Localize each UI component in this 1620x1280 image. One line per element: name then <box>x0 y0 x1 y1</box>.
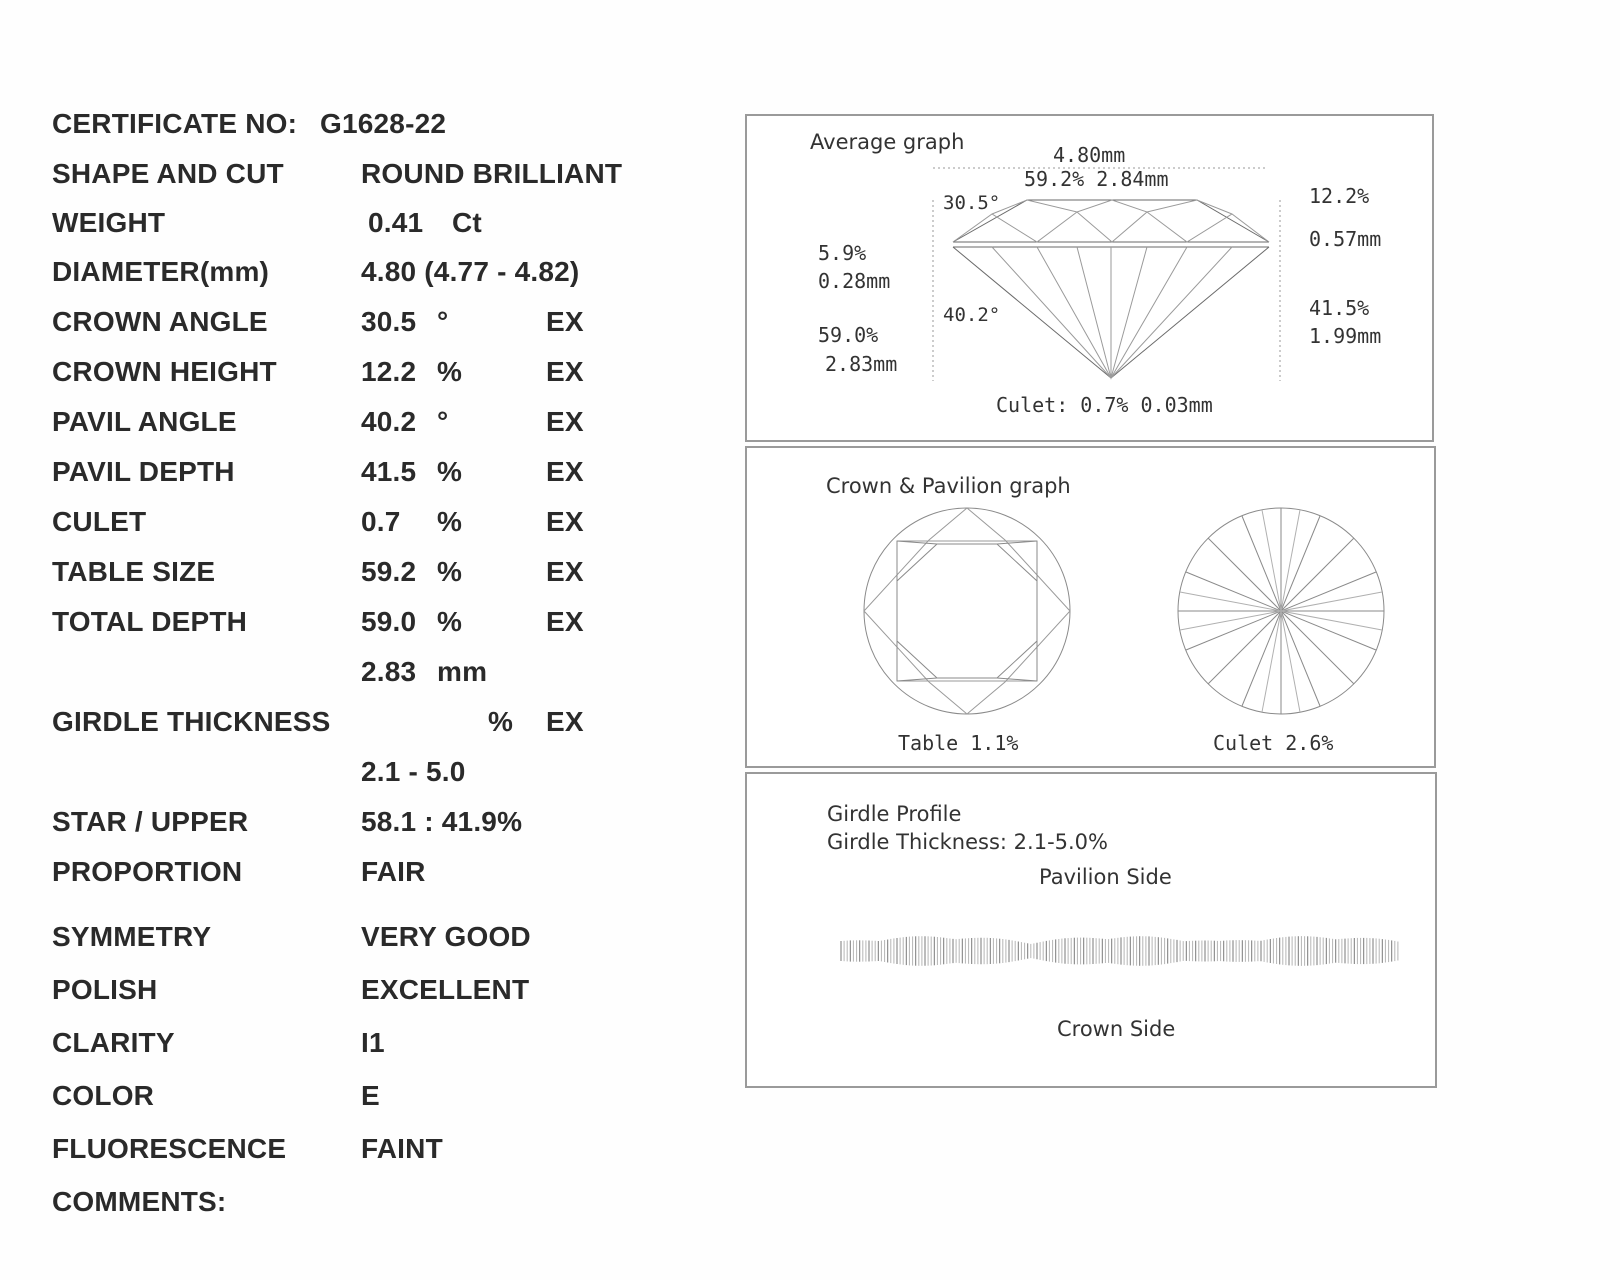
avg-crown-pct: 12.2% <box>1309 184 1370 208</box>
girdle-thickness-band <box>840 934 1402 968</box>
pavil-depth-row <box>0 456 700 496</box>
crown-angle-label: CROWN ANGLE <box>52 306 268 337</box>
average-graph-panel <box>745 114 1434 442</box>
avg-depth-mm: 2.83mm <box>825 352 898 376</box>
crown-angle-grade: EX <box>546 306 584 337</box>
crown-angle-row <box>0 306 700 346</box>
clarity-label: CLARITY <box>52 1027 175 1058</box>
certificate-label: CERTIFICATE NO: <box>52 108 298 139</box>
symmetry-row <box>0 921 700 961</box>
culet-grade: EX <box>546 506 584 537</box>
avg-table: 59.2% 2.84mm <box>1024 167 1169 191</box>
girdle-thickness-text: Girdle Thickness: 2.1-5.0% <box>827 830 1108 854</box>
polish-value: EXCELLENT <box>361 974 530 1005</box>
avg-diameter: 4.80mm <box>1053 143 1126 167</box>
crown-height-grade: EX <box>546 356 584 387</box>
color-value: E <box>361 1080 380 1111</box>
avg-crown-mm: 0.57mm <box>1309 227 1382 251</box>
table-label: Table 1.1% <box>898 731 1019 755</box>
pavilion-side-label: Pavilion Side <box>1039 865 1172 889</box>
polish-row <box>0 974 700 1014</box>
crown-pavilion-panel <box>745 446 1436 768</box>
total-depth-mm-value: 2.83 <box>361 656 417 687</box>
total-depth-mm-row <box>0 656 700 696</box>
girdle-row <box>0 706 700 746</box>
avg-pavilion-mm: 1.99mm <box>1309 324 1382 348</box>
pavil-angle-row <box>0 406 700 446</box>
girdle-profile-title: Girdle Profile <box>827 802 962 826</box>
culet-label: Culet 2.6% <box>1213 731 1334 755</box>
culet-label: CULET <box>52 506 147 537</box>
color-label: COLOR <box>52 1080 155 1111</box>
symmetry-value: VERY GOOD <box>361 921 531 952</box>
fluorescence-label: FLUORESCENCE <box>52 1133 287 1164</box>
crown-pavilion-title: Crown & Pavilion graph <box>826 474 1071 498</box>
pavil-angle-value: 40.2 <box>361 406 417 437</box>
average-graph-title: Average graph <box>810 130 965 154</box>
diameter-value: 4.80 (4.77 - 4.82) <box>361 256 580 287</box>
avg-girdle-pct: 5.9% <box>818 241 867 265</box>
culet-row <box>0 506 700 546</box>
weight-value: 0.41 <box>368 207 424 238</box>
diameter-label: DIAMETER(mm) <box>52 256 270 287</box>
pavil-depth-label: PAVIL DEPTH <box>52 456 235 487</box>
total-depth-label: TOTAL DEPTH <box>52 606 248 637</box>
pavil-angle-label: PAVIL ANGLE <box>52 406 237 437</box>
pavil-depth-unit: % <box>437 456 463 487</box>
girdle-unit: % <box>488 706 514 737</box>
table-size-unit: % <box>437 556 463 587</box>
shape-row <box>0 158 700 198</box>
proportion-row <box>0 856 700 896</box>
star-upper-row <box>0 806 700 846</box>
star-upper-label: STAR / UPPER <box>52 806 249 837</box>
color-row <box>0 1080 700 1120</box>
clarity-value: I1 <box>361 1027 385 1058</box>
total-depth-value: 59.0 <box>361 606 417 637</box>
certificate-number: G1628-22 <box>320 108 447 139</box>
girdle-label: GIRDLE THICKNESS <box>52 706 331 737</box>
weight-label: WEIGHT <box>52 207 166 238</box>
weight-row <box>0 207 700 247</box>
total-depth-mm-unit: mm <box>437 656 488 687</box>
shape-label: SHAPE AND CUT <box>52 158 284 189</box>
certificate-row <box>0 108 700 148</box>
weight-unit: Ct <box>452 207 482 238</box>
total-depth-unit: % <box>437 606 463 637</box>
crown-height-label: CROWN HEIGHT <box>52 356 277 387</box>
diameter-row <box>0 256 700 296</box>
total-depth-row <box>0 606 700 646</box>
crown-angle-value: 30.5 <box>361 306 417 337</box>
girdle-range-row <box>0 756 700 796</box>
star-upper-value: 58.1 : 41.9% <box>361 806 523 837</box>
clarity-row <box>0 1027 700 1067</box>
avg-culet: Culet: 0.7% 0.03mm <box>996 393 1213 417</box>
crown-view-diagram <box>864 508 1070 714</box>
pavil-depth-grade: EX <box>546 456 584 487</box>
proportion-value: FAIR <box>361 856 426 887</box>
table-size-row <box>0 556 700 596</box>
comments-label: COMMENTS: <box>52 1186 227 1217</box>
avg-depth-pct: 59.0% <box>818 323 879 347</box>
girdle-profile-panel <box>745 772 1437 1088</box>
table-size-label: TABLE SIZE <box>52 556 216 587</box>
avg-pavilion-pct: 41.5% <box>1309 296 1370 320</box>
polish-label: POLISH <box>52 974 158 1005</box>
crown-side-label: Crown Side <box>1057 1017 1176 1041</box>
proportion-label: PROPORTION <box>52 856 243 887</box>
culet-unit: % <box>437 506 463 537</box>
crown-height-row <box>0 356 700 396</box>
fluorescence-value: FAINT <box>361 1133 443 1164</box>
crown-angle-unit: ° <box>437 306 449 337</box>
avg-girdle-mm: 0.28mm <box>818 269 891 293</box>
symmetry-label: SYMMETRY <box>52 921 212 952</box>
crown-height-value: 12.2 <box>361 356 417 387</box>
shape-value: ROUND BRILLIANT <box>361 158 623 189</box>
pavil-depth-value: 41.5 <box>361 456 417 487</box>
table-size-grade: EX <box>546 556 584 587</box>
girdle-range-value: 2.1 - 5.0 <box>361 756 466 787</box>
table-size-value: 59.2 <box>361 556 417 587</box>
fluorescence-row <box>0 1133 700 1173</box>
culet-value: 0.7 <box>361 506 401 537</box>
pavil-angle-grade: EX <box>546 406 584 437</box>
girdle-grade: EX <box>546 706 584 737</box>
pavil-angle-unit: ° <box>437 406 449 437</box>
comments-row <box>0 1186 700 1226</box>
avg-pavilion-angle: 40.2° <box>943 304 1001 326</box>
crown-height-unit: % <box>437 356 463 387</box>
avg-crown-angle: 30.5° <box>943 192 1001 214</box>
total-depth-grade: EX <box>546 606 584 637</box>
pavilion-view-diagram <box>1178 508 1384 714</box>
